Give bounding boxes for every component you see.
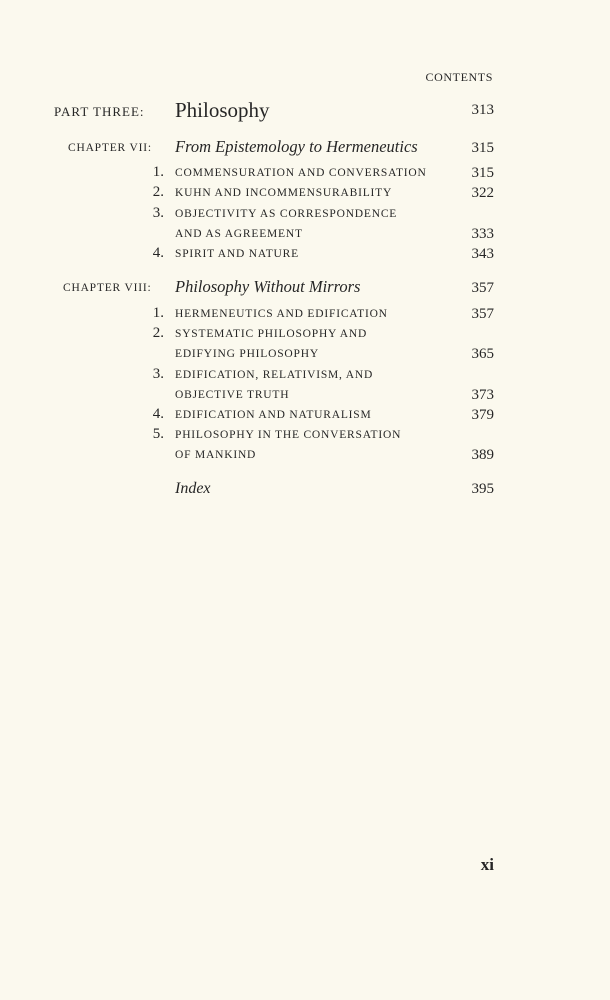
section-page-number: 357 xyxy=(471,306,494,322)
chapter-7-page-number: 315 xyxy=(471,140,494,156)
section-page-number: 315 xyxy=(471,165,494,181)
part-title: Philosophy xyxy=(175,98,270,122)
section-title: HERMENEUTICS AND EDIFICATION xyxy=(175,308,388,320)
section-title: PHILOSOPHY IN THE CONVERSATION xyxy=(175,429,402,441)
section-number: 3. xyxy=(152,366,164,382)
section-page-number: 365 xyxy=(471,346,494,362)
section-title: EDIFICATION, RELATIVISM, AND xyxy=(175,369,374,381)
index-title: Index xyxy=(175,480,211,497)
section-title-continuation: OBJECTIVE TRUTH xyxy=(175,389,290,401)
section-page-number: 322 xyxy=(471,185,494,201)
part-label: PART THREE: xyxy=(54,104,145,119)
chapter-7-label: CHAPTER VII: xyxy=(68,142,152,154)
index-page-number: 395 xyxy=(471,481,494,497)
chapter-8-title: Philosophy Without Mirrors xyxy=(175,277,361,296)
section-title-continuation: OF MANKIND xyxy=(175,449,257,461)
chapter-8-label: CHAPTER VIII: xyxy=(63,282,152,294)
section-title: KUHN AND INCOMMENSURABILITY xyxy=(175,187,393,199)
section-number: 2. xyxy=(152,184,164,200)
part-page-number: 313 xyxy=(471,102,494,118)
section-page-number: 333 xyxy=(471,226,494,242)
section-title: OBJECTIVITY AS CORRESPONDENCE xyxy=(175,208,398,220)
section-number: 1. xyxy=(152,305,164,321)
section-page-number: 389 xyxy=(471,447,494,463)
section-number: 5. xyxy=(152,426,164,442)
section-number: 3. xyxy=(152,205,164,221)
section-number: 1. xyxy=(152,164,164,180)
running-head: CONTENTS xyxy=(425,70,493,84)
section-title-continuation: EDIFYING PHILOSOPHY xyxy=(175,348,319,360)
section-number: 2. xyxy=(152,325,164,341)
section-page-number: 343 xyxy=(471,246,494,262)
section-title: EDIFICATION AND NATURALISM xyxy=(175,409,372,421)
chapter-7-title: From Epistemology to Hermeneutics xyxy=(175,137,418,156)
chapter-8-page-number: 357 xyxy=(471,280,494,296)
section-title-continuation: AND AS AGREEMENT xyxy=(175,228,303,240)
section-title: COMMENSURATION AND CONVERSATION xyxy=(175,167,427,179)
section-title: SYSTEMATIC PHILOSOPHY AND xyxy=(175,328,368,340)
section-number: 4. xyxy=(152,406,164,422)
folio: xi xyxy=(480,855,494,874)
section-title: SPIRIT AND NATURE xyxy=(175,248,299,260)
section-number: 4. xyxy=(152,245,164,261)
section-page-number: 379 xyxy=(471,407,494,423)
section-page-number: 373 xyxy=(471,387,494,403)
